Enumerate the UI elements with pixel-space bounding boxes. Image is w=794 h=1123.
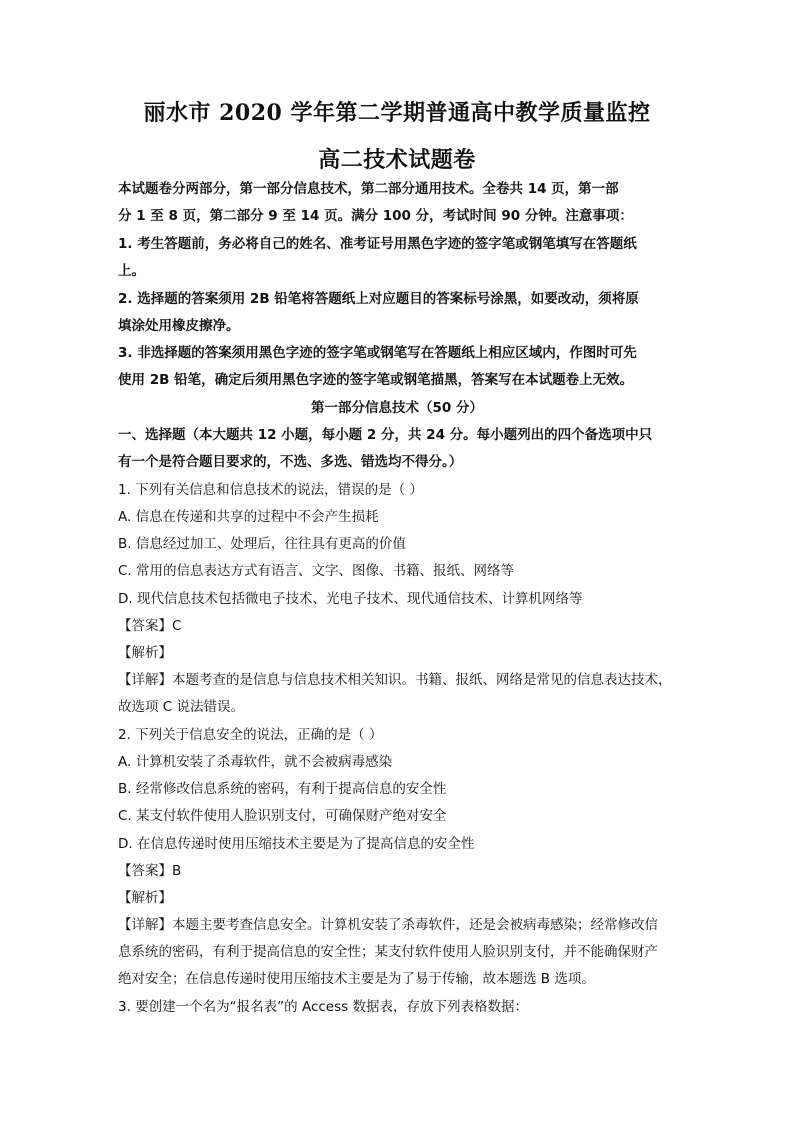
note-1-cont: 上。 bbox=[118, 263, 145, 279]
q2-option-c: C. 某支付软件使用人脸识别支付，可确保财产绝对安全 bbox=[118, 808, 447, 824]
note-3: 3. 非选择题的答案须用黑色字迹的签字笔或钢笔写在答题纸上相应区域内，作图时可先 bbox=[118, 345, 637, 361]
q2-analysis-label: 【解析】 bbox=[118, 890, 172, 906]
q2-detail-cont: 绝对安全；在信息传递时使用压缩技术主要是为了易于传输，故本题选 B 选项。 bbox=[118, 971, 595, 987]
q1-option-a: A. 信息在传递和共享的过程中不会产生损耗 bbox=[118, 509, 379, 525]
exam-subtitle: 高二技术试题卷 bbox=[318, 147, 476, 173]
q1-analysis-label: 【解析】 bbox=[118, 645, 172, 661]
q1-answer: 【答案】C bbox=[118, 618, 182, 634]
q2-detail: 【详解】本题主要考查信息安全。计算机安装了杀毒软件，还是会被病毒感染；经常修改信 bbox=[118, 917, 658, 933]
q1-option-d: D. 现代信息技术包括微电子技术、光电子技术、现代通信技术、计算机网络等 bbox=[118, 591, 583, 607]
intro-line: 分 1 至 8 页，第二部分 9 至 14 页。满分 100 分，考试时间 90 分钟。注意事项： bbox=[118, 208, 633, 224]
section-heading: 一、选择题（本大题共 12 小题，每小题 2 分，共 24 分。每小题列出的四个备选项中只 bbox=[118, 427, 653, 443]
part1-heading: 第一部分信息技术（50 分） bbox=[311, 400, 483, 416]
intro-line: 本试题卷分两部分，第一部分信息技术，第二部分通用技术。全卷共 14 页，第一部 bbox=[118, 181, 619, 197]
q1-detail: 【详解】本题考查的是信息与信息技术相关知识。书籍、报纸、网络是常见的信息表达技术， bbox=[118, 672, 672, 688]
q2-answer: 【答案】B bbox=[118, 863, 182, 879]
note-2: 2. 选择题的答案须用 2B 铅笔将答题纸上对应题目的答案标号涂黑，如要改动，须将原 bbox=[118, 291, 639, 307]
q2-option-b: B. 经常修改信息系统的密码，有利于提高信息的安全性 bbox=[118, 781, 447, 797]
section-heading-cont: 有一个是符合题目要求的，不选、多选、错选均不得分。） bbox=[118, 454, 463, 470]
note-1: 1. 考生答题前，务必将自己的姓名、准考证号用黑色字迹的签字笔或钢笔填写在答题纸 bbox=[118, 236, 637, 252]
q2-stem: 2. 下列关于信息安全的说法，正确的是（ ） bbox=[118, 727, 383, 743]
exam-title: 丽水市 2020 学年第二学期普通高中教学质量监控 bbox=[143, 100, 651, 126]
q3-stem: 3. 要创建一个名为“报名表”的 Access 数据表，存放下列表格数据： bbox=[118, 999, 528, 1015]
q2-option-d: D. 在信息传递时使用压缩技术主要是为了提高信息的安全性 bbox=[118, 836, 475, 852]
q1-stem: 1. 下列有关信息和信息技术的说法，错误的是（ ） bbox=[118, 482, 423, 498]
note-2-cont: 填涂处用橡皮擦净。 bbox=[118, 318, 240, 334]
q1-option-c: C. 常用的信息表达方式有语言、文字、图像、书籍、报纸、网络等 bbox=[118, 563, 515, 579]
q2-option-a: A. 计算机安装了杀毒软件，就不会被病毒感染 bbox=[118, 754, 393, 770]
q1-detail-cont: 故选项 C 说法错误。 bbox=[118, 699, 245, 715]
q2-detail-cont: 息系统的密码，有利于提高信息的安全性；某支付软件使用人脸识别支付，并不能确保财产 bbox=[118, 944, 658, 960]
note-3-cont: 使用 2B 铅笔，确定后须用黑色字迹的签字笔或钢笔描黑，答案写在本试题卷上无效。 bbox=[118, 372, 634, 388]
q1-option-b: B. 信息经过加工、处理后，往往具有更高的价值 bbox=[118, 536, 406, 552]
